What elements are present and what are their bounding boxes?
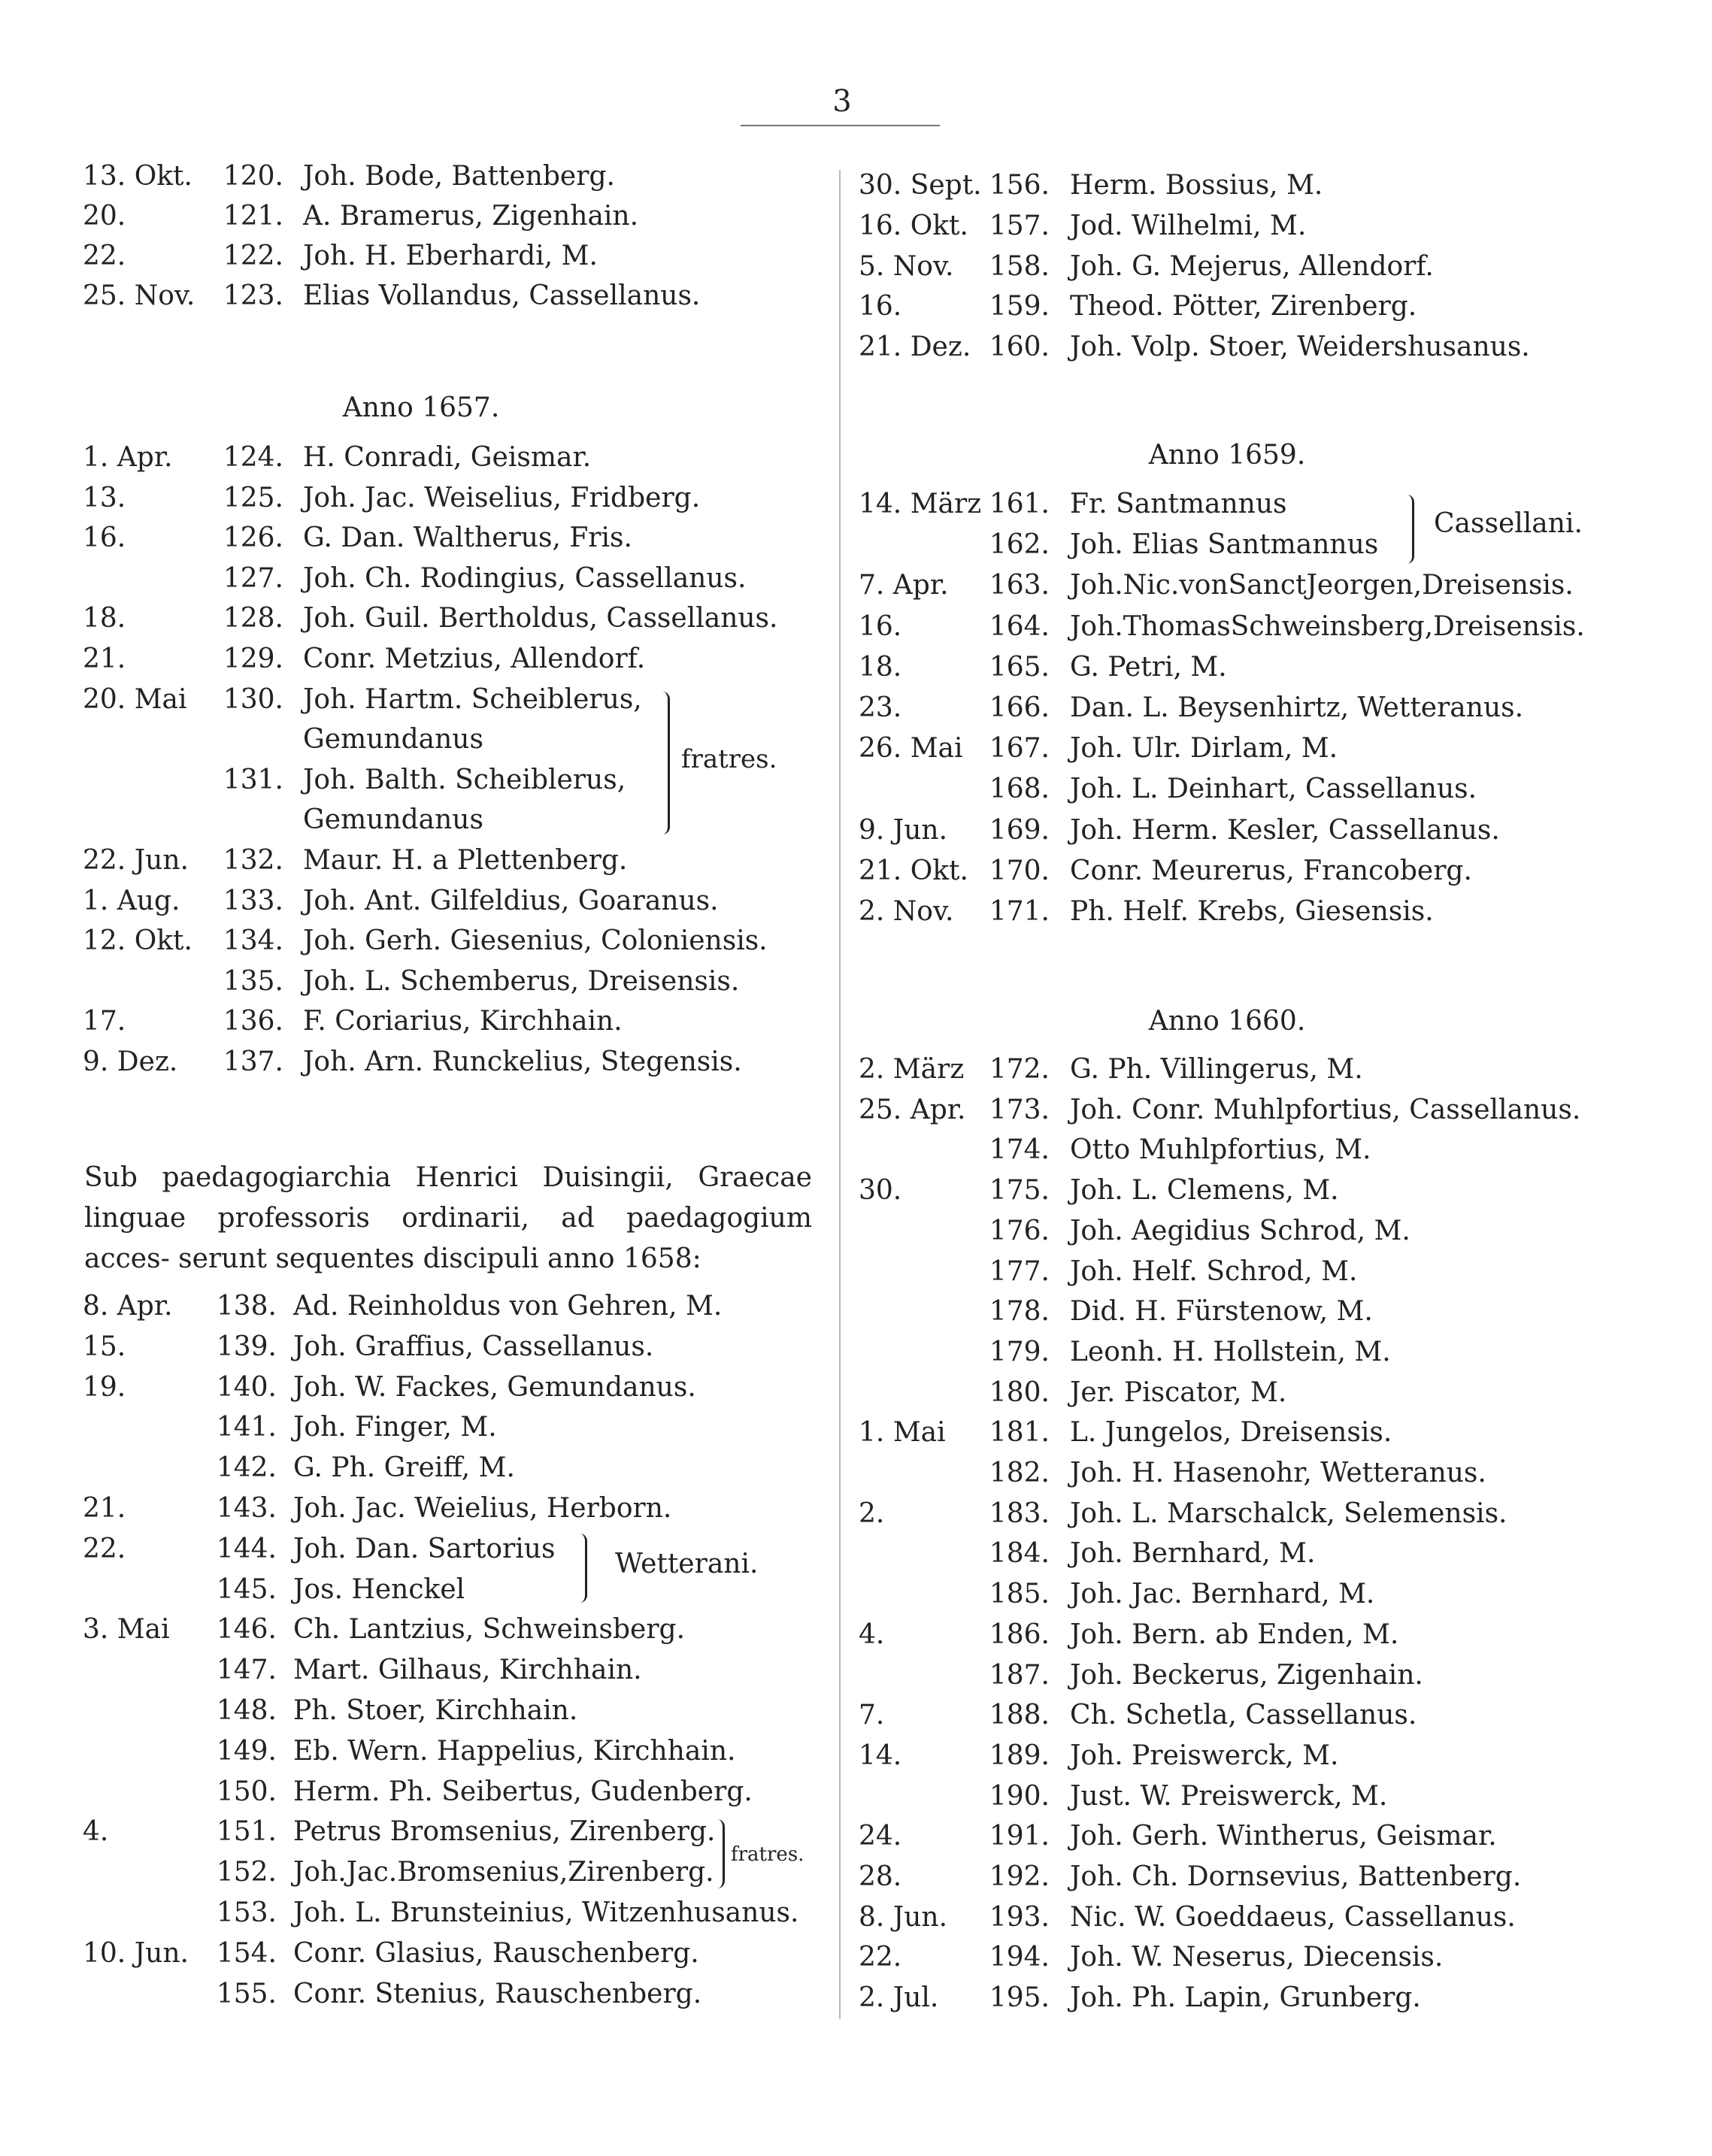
fratres-bracket-2 (717, 1819, 725, 1888)
entry-number: 148. (216, 1695, 277, 1726)
entry-name: Conr. Stenius, Rauschenberg. (293, 1978, 702, 2009)
entry-number: 129. (223, 643, 283, 674)
entry-row (83, 158, 835, 195)
entry-name: Herm. Bossius, M. (1070, 170, 1323, 201)
entry-row (859, 288, 1610, 326)
fratres-label-1: fratres. (681, 744, 777, 774)
entry-date: 14. (859, 1740, 902, 1771)
entry-number: 152. (216, 1857, 277, 1888)
entry-number: 136. (223, 1006, 283, 1037)
entry-date: 22. (83, 241, 126, 271)
entry-date: 1. Mai (859, 1417, 946, 1449)
entry-name: Jer. Piscator, M. (1070, 1376, 1287, 1408)
entry-row (859, 771, 1610, 808)
entry-date: 4. (859, 1619, 885, 1650)
entry-number: 138. (216, 1291, 277, 1322)
entry-name: Joh. Beckerus, Zigenhain. (1070, 1659, 1423, 1691)
entry-row (83, 1288, 835, 1325)
entry-date: 5. Nov. (859, 250, 954, 282)
entry-number: 131. (223, 764, 283, 795)
entry-name: Joh. Ch. Rodingius, Cassellanus. (303, 562, 747, 594)
entry-name: Joh. Volp. Stoer, Weidershusanus. (1070, 332, 1530, 363)
entry-name: Fr. Santmannus (1070, 489, 1287, 519)
entry-row (83, 519, 835, 557)
entry-number: 135. (223, 965, 283, 997)
entry-row (859, 1253, 1610, 1291)
entry-number: 189. (989, 1740, 1050, 1771)
entry-row (83, 1043, 835, 1081)
entry-number: 146. (216, 1614, 277, 1646)
entry-number: 187. (989, 1659, 1050, 1691)
cassellani-label: Cassellani. (1434, 508, 1583, 539)
page-number: 3 (832, 84, 852, 119)
entry-name: Joh. Jac. Bernhard, M. (1070, 1579, 1375, 1610)
entry-number: 181. (989, 1417, 1050, 1449)
entry-date: 2. März (859, 1054, 965, 1085)
entry-number: 150. (216, 1776, 277, 1807)
entry-row (859, 1657, 1610, 1694)
entry-name: Herm. Ph. Seibertus, Gudenberg. (293, 1776, 753, 1807)
entry-number: 130. (223, 683, 283, 715)
entry-name: Joh. Jac. Weiselius, Fridberg. (303, 482, 701, 513)
entry-number: 174. (989, 1134, 1050, 1166)
entry-name: Joh. Arn. Runckelius, Stegensis. (303, 1046, 742, 1077)
entry-number: 168. (989, 774, 1050, 805)
entry-name: Dan. L. Beysenhirtz, Wetteranus. (1070, 692, 1524, 723)
entry-row (83, 480, 835, 517)
entry-date: 8. Jun. (859, 1901, 948, 1933)
entry-date: 16. (83, 522, 126, 554)
entry-date: 18. (859, 651, 902, 683)
entry-number: 120. (223, 161, 283, 192)
entry-name: G. Petri, M. (1070, 651, 1227, 683)
entry-name: Joh. Balth. Scheiblerus, (303, 764, 626, 795)
heading-anno-1660: Anno 1660. (1148, 1006, 1306, 1037)
entry-row (859, 893, 1610, 931)
entry-number: 192. (989, 1861, 1050, 1892)
entry-date: 25. Apr. (859, 1094, 966, 1125)
entry-date: 9. Jun. (859, 814, 948, 846)
entry-name: Ph. Helf. Krebs, Giesensis. (1070, 896, 1434, 927)
entry-name: Nic. W. Goeddaeus, Cassellanus. (1070, 1901, 1516, 1933)
entry-name: Joh.ThomasSchweinsberg,Dreisensis. (1070, 610, 1585, 642)
entry-row (83, 198, 835, 235)
entry-name: Theod. Pötter, Zirenberg. (1070, 291, 1417, 322)
entry-number: 180. (989, 1376, 1050, 1408)
entry-name: Joh. H. Eberhardi, M. (303, 241, 598, 271)
entry-name: Joh.Nic.vonSanctJeorgen,Dreisensis. (1070, 570, 1574, 601)
entry-date: 21. Dez. (859, 332, 971, 363)
entry-date: 21. Okt. (859, 855, 968, 886)
entry-name: Gemundanus (303, 804, 483, 836)
entry-number: 128. (223, 603, 283, 634)
entry-number: 151. (216, 1816, 277, 1848)
entry-number: 134. (223, 925, 283, 957)
entry-number: 153. (216, 1897, 277, 1928)
entry-name: Joh. Finger, M. (293, 1412, 497, 1443)
entry-number: 137. (223, 1046, 283, 1077)
heading-anno-1659: Anno 1659. (1148, 440, 1306, 471)
entry-row (859, 1737, 1610, 1775)
entry-row (83, 1733, 835, 1770)
entry-name: Joh. H. Hasenohr, Wetteranus. (1070, 1458, 1486, 1488)
entry-number: 167. (989, 733, 1050, 765)
entry-number: 163. (989, 570, 1050, 601)
entry-name: Elias Vollandus, Cassellanus. (303, 280, 701, 311)
intro-paragraph: Sub paedagogiarchia Henrici Duisingii, Graecae linguae professoris ordinarii, ad paedagogium acces- serunt sequentes discipuli anno 1658: (84, 1162, 812, 1274)
entry-name: Just. W. Preiswerck, M. (1070, 1780, 1388, 1812)
entry-name: Mart. Gilhaus, Kirchhain. (293, 1655, 642, 1686)
entry-row (83, 277, 835, 315)
entry-number: 142. (216, 1452, 277, 1484)
entry-name: Joh. Conr. Muhlpfortius, Cassellanus. (1070, 1094, 1581, 1125)
entry-name: Joh. W. Neserus, Diecensis. (1070, 1942, 1444, 1973)
entry-name: H. Conradi, Geismar. (303, 442, 592, 473)
entry-number: 166. (989, 692, 1050, 723)
entry-row (83, 1328, 835, 1366)
entry-row (83, 963, 835, 1001)
entry-number: 126. (223, 522, 283, 554)
entry-name: Joh. Aegidius Schrod, M. (1070, 1215, 1411, 1246)
entry-row (859, 1697, 1610, 1734)
entry-number: 144. (216, 1533, 277, 1564)
entry-date: 30. Sept. (859, 170, 982, 201)
entry-number: 127. (223, 562, 283, 594)
entry-row (83, 640, 835, 678)
entry-name: Joh. Hartm. Scheiblerus, (303, 683, 642, 715)
entry-date: 23. (859, 692, 902, 723)
entry-number: 175. (989, 1175, 1050, 1207)
entry-name: Joh. Elias Santmannus (1070, 529, 1379, 561)
entry-name: Joh. L. Marschalck, Selemensis. (1070, 1497, 1507, 1529)
entry-name: Joh. Bode, Battenberg. (303, 161, 615, 192)
entry-date: 17. (83, 1006, 126, 1037)
entry-row (859, 1979, 1610, 2017)
entry-date: 16. Okt. (859, 210, 968, 241)
entry-name: Joh. Guil. Bertholdus, Cassellanus. (303, 603, 778, 634)
entry-number: 133. (223, 885, 283, 916)
entry-number: 141. (216, 1412, 277, 1443)
heading-anno-1657: Anno 1657. (342, 392, 500, 423)
entry-date: 3. Mai (83, 1614, 170, 1646)
entry-date: 2. (859, 1497, 885, 1529)
entry-number: 177. (989, 1255, 1050, 1287)
entry-number: 124. (223, 442, 283, 473)
entry-name: Ch. Schetla, Cassellanus. (1070, 1700, 1417, 1731)
entry-row (83, 1003, 835, 1040)
entry-number: 156. (989, 170, 1050, 201)
entry-date: 28. (859, 1861, 902, 1892)
entry-date: 14. März (859, 489, 982, 519)
entry-row (859, 1213, 1610, 1250)
entry-date: 25. Nov. (83, 280, 195, 311)
column-divider (839, 170, 841, 2019)
entry-row (859, 649, 1610, 686)
entry-name: Joh. G. Mejerus, Allendorf. (1070, 250, 1434, 282)
entry-name: Joh. Bernhard, M. (1070, 1538, 1316, 1570)
entry-number: 121. (223, 201, 283, 232)
entry-number: 173. (989, 1094, 1050, 1125)
entry-date: 20. Mai (83, 683, 187, 715)
entry-number: 122. (223, 241, 283, 271)
entry-name: Joh. Gerh. Wintherus, Geismar. (1070, 1821, 1497, 1852)
entry-date: 7. Apr. (859, 570, 949, 601)
entry-number: 176. (989, 1215, 1050, 1246)
entry-name: Joh. L. Schemberus, Dreisensis. (303, 965, 740, 997)
entry-name: Joh.Jac.Bromsenius,Zirenberg. (293, 1857, 714, 1888)
entry-number: 184. (989, 1538, 1050, 1570)
entry-row (859, 329, 1610, 366)
entry-date: 30. (859, 1175, 902, 1207)
entry-number: 186. (989, 1619, 1050, 1650)
entry-name: G. Dan. Waltherus, Fris. (303, 522, 632, 554)
entry-row (859, 1334, 1610, 1371)
entry-row (83, 883, 835, 920)
entry-name: Joh. Ch. Dornsevius, Battenberg. (1070, 1861, 1522, 1892)
entry-row (83, 922, 835, 960)
entry-name: Joh. Ant. Gilfeldius, Goaranus. (303, 885, 719, 916)
entry-name: Ph. Stoer, Kirchhain. (293, 1695, 578, 1726)
entry-name: Petrus Bromsenius, Zirenberg. (293, 1816, 716, 1848)
entry-number: 169. (989, 814, 1050, 846)
entry-date: 13. (83, 482, 126, 513)
entry-number: 160. (989, 332, 1050, 363)
entry-row (859, 1616, 1610, 1654)
entry-name: G. Ph. Villingerus, M. (1070, 1054, 1363, 1085)
entry-row (859, 1455, 1610, 1492)
entry-number: 157. (989, 210, 1050, 241)
entry-name: Joh. Bern. ab Enden, M. (1070, 1619, 1399, 1650)
entry-name: Conr. Glasius, Rauschenberg. (293, 1937, 699, 1969)
entry-number: 147. (216, 1655, 277, 1686)
entry-row (859, 167, 1610, 204)
entry-row (83, 1652, 835, 1689)
entry-row (859, 1374, 1610, 1412)
entry-date: 12. Okt. (83, 925, 192, 957)
entry-name: Joh. Dan. Sartorius (293, 1533, 556, 1564)
entry-date: 2. Nov. (859, 896, 954, 927)
entry-number: 172. (989, 1054, 1050, 1085)
entry-number: 154. (216, 1937, 277, 1969)
entry-number: 171. (989, 896, 1050, 927)
entry-name: Conr. Metzius, Allendorf. (303, 643, 646, 674)
entry-number: 165. (989, 651, 1050, 683)
entry-name: Joh. L. Deinhart, Cassellanus. (1070, 774, 1477, 805)
entry-number: 132. (223, 845, 283, 876)
entry-row (83, 1692, 835, 1730)
entry-name: Conr. Meurerus, Francoberg. (1070, 855, 1472, 886)
entry-name: F. Coriarius, Kirchhain. (303, 1006, 623, 1037)
entry-row (859, 1778, 1610, 1815)
entry-number: 170. (989, 855, 1050, 886)
entry-name: Joh. L. Brunsteinius, Witzenhusanus. (293, 1897, 799, 1928)
entry-number: 195. (989, 1982, 1050, 2014)
entry-row (83, 1369, 835, 1407)
entry-number: 149. (216, 1735, 277, 1767)
entry-name: G. Ph. Greiff, M. (293, 1452, 515, 1484)
cassellani-bracket (1406, 495, 1414, 564)
entry-name: Joh. Ulr. Dirlam, M. (1070, 733, 1338, 765)
entry-date: 13. Okt. (83, 161, 192, 192)
entry-row (859, 1858, 1610, 1896)
entry-row (859, 248, 1610, 286)
entry-row (859, 1899, 1610, 1936)
entry-date: 18. (83, 603, 126, 634)
entry-number: 139. (216, 1331, 277, 1362)
entry-name: Joh. Jac. Weielius, Herborn. (293, 1493, 672, 1524)
entry-date: 21. (83, 643, 126, 674)
entry-row (859, 1576, 1610, 1613)
entry-number: 185. (989, 1579, 1050, 1610)
entry-number: 123. (223, 280, 283, 311)
entry-name: Ad. Reinholdus von Gehren, M. (293, 1291, 723, 1322)
wetterani-bracket (579, 1534, 587, 1603)
entry-name: Jod. Wilhelmi, M. (1070, 210, 1307, 241)
entry-row (83, 1449, 835, 1487)
wetterani-label: Wetterani. (615, 1549, 759, 1579)
entry-row (83, 1611, 835, 1649)
entry-number: 155. (216, 1978, 277, 2009)
entry-date: 22. (83, 1533, 126, 1564)
entry-row (83, 1490, 835, 1528)
entry-number: 125. (223, 482, 283, 513)
entry-name: Joh. Helf. Schrod, M. (1070, 1255, 1358, 1287)
entry-row (859, 1293, 1610, 1331)
entry-name: Eb. Wern. Happelius, Kirchhain. (293, 1735, 736, 1767)
entry-row (859, 1172, 1610, 1210)
entry-name: Otto Muhlpfortius, M. (1070, 1134, 1371, 1166)
entry-row (83, 801, 835, 839)
entry-row (83, 1773, 835, 1811)
entry-name: Joh. Ph. Lapin, Grunberg. (1070, 1982, 1421, 2014)
entry-row (83, 238, 835, 275)
entry-name: Joh. W. Fackes, Gemundanus. (293, 1371, 696, 1403)
entry-date: 26. Mai (859, 733, 963, 765)
entry-date: 1. Aug. (83, 885, 180, 916)
entry-number: 190. (989, 1780, 1050, 1812)
entry-date: 4. (83, 1816, 109, 1848)
entry-number: 179. (989, 1336, 1050, 1367)
entry-row (859, 207, 1610, 245)
entry-name: Maur. H. a Plettenberg. (303, 845, 628, 876)
entry-row (83, 1409, 835, 1446)
entry-name: Gemundanus (303, 724, 483, 756)
entry-row (83, 1935, 835, 1973)
entry-row (83, 1894, 835, 1932)
entry-number: 162. (989, 529, 1050, 561)
entry-row (859, 1535, 1610, 1573)
fratres-bracket-1 (662, 692, 670, 834)
entry-date: 20. (83, 201, 126, 232)
entry-number: 159. (989, 291, 1050, 322)
entry-row (859, 608, 1610, 646)
entry-date: 16. (859, 291, 902, 322)
entry-date: 16. (859, 610, 902, 642)
entry-row (83, 681, 835, 719)
header-rule (741, 125, 940, 126)
entry-number: 193. (989, 1901, 1050, 1933)
entry-name: Joh. Herm. Kesler, Cassellanus. (1070, 814, 1500, 846)
entry-row (83, 439, 835, 477)
entry-row (859, 730, 1610, 768)
entry-date: 19. (83, 1371, 126, 1403)
entry-name: L. Jungelos, Dreisensis. (1070, 1417, 1392, 1449)
entry-row (859, 1939, 1610, 1976)
entry-number: 140. (216, 1371, 277, 1403)
entry-row (83, 842, 835, 880)
entry-date: 8. Apr. (83, 1291, 173, 1322)
entry-name: Joh. Graffius, Cassellanus. (293, 1331, 654, 1362)
entry-date: 22. Jun. (83, 845, 189, 876)
entry-name: Did. H. Fürstenow, M. (1070, 1296, 1373, 1328)
fratres-label-2: fratres. (731, 1843, 804, 1866)
entry-number: 194. (989, 1942, 1050, 1973)
entry-number: 183. (989, 1497, 1050, 1529)
entry-date: 22. (859, 1942, 902, 1973)
entry-date: 24. (859, 1821, 902, 1852)
entry-number: 182. (989, 1458, 1050, 1488)
entry-name: Joh. Preiswerck, M. (1070, 1740, 1339, 1771)
entry-name: Ch. Lantzius, Schweinsberg. (293, 1614, 686, 1646)
entry-row (859, 1818, 1610, 1855)
entry-number: 161. (989, 489, 1050, 519)
entry-row (859, 1051, 1610, 1089)
entry-date: 7. (859, 1700, 885, 1731)
entry-row (859, 1092, 1610, 1129)
entry-row (859, 812, 1610, 849)
entry-name: Joh. Gerh. Giesenius, Coloniensis. (303, 925, 768, 957)
entry-row (859, 1414, 1610, 1452)
entry-name: A. Bramerus, Zigenhain. (303, 201, 639, 232)
entry-number: 178. (989, 1296, 1050, 1328)
entry-date: 2. Jul. (859, 1982, 939, 2014)
entry-row (859, 852, 1610, 890)
entry-row (859, 689, 1610, 727)
entry-date: 15. (83, 1331, 126, 1362)
entry-name: Joh. L. Clemens, M. (1070, 1175, 1339, 1207)
entry-date: 21. (83, 1493, 126, 1524)
entry-number: 143. (216, 1493, 277, 1524)
entry-row (83, 560, 835, 598)
entry-row (83, 600, 835, 637)
entry-number: 191. (989, 1821, 1050, 1852)
entry-date: 1. Apr. (83, 442, 173, 473)
entry-name: Leonh. H. Hollstein, M. (1070, 1336, 1391, 1367)
entry-row (83, 1976, 835, 2013)
entry-number: 158. (989, 250, 1050, 282)
entry-row (859, 567, 1610, 604)
entry-name: Jos. Henckel (293, 1573, 465, 1605)
entry-date: 9. Dez. (83, 1046, 178, 1077)
entry-number: 188. (989, 1700, 1050, 1731)
entry-date: 10. Jun. (83, 1937, 189, 1969)
entry-row (859, 1495, 1610, 1533)
entry-number: 164. (989, 610, 1050, 642)
entry-number: 145. (216, 1573, 277, 1605)
entry-row (859, 1131, 1610, 1169)
